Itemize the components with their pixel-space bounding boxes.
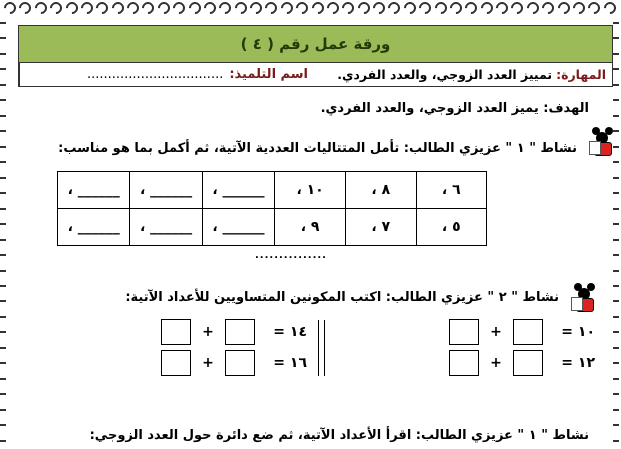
- worksheet-header: [18, 25, 613, 87]
- answer-box[interactable]: [449, 350, 479, 376]
- student-name-label: اسم التلميذ:: [229, 67, 308, 82]
- answer-box[interactable]: [161, 319, 191, 345]
- sequence-cell: ٥ ،: [416, 209, 486, 246]
- activity1-instruction: نشاط " ١ " عزيزي الطالب: تأمل المتتاليات العددية الآتية، ثم أكمل بما هو مناسب:: [58, 141, 577, 156]
- activity2-instruction: نشاط " ٢ " عزيزي الطالب: اكتب المكونين المتساويين للأعداد الآتية:: [125, 290, 559, 305]
- worksheet-title: ورقة عمل رقم ( ٤ ): [19, 26, 612, 62]
- sequence-cell: ١٠ ،: [275, 172, 346, 209]
- sequence-blank-cell[interactable]: ______ ،: [58, 209, 130, 246]
- answer-box[interactable]: [225, 350, 255, 376]
- skill-label: المهارة:: [556, 67, 606, 82]
- skill-field: [314, 63, 612, 86]
- student-name-field[interactable]: [19, 63, 314, 86]
- spiral-binding-right: [613, 22, 621, 442]
- plus-sign: +: [490, 324, 502, 340]
- answer-box[interactable]: [513, 319, 543, 345]
- plus-sign: +: [202, 355, 214, 371]
- equation-row: [449, 350, 595, 376]
- sequence-cell: ٧ ،: [346, 209, 416, 246]
- sequence-blank-cell[interactable]: ______ ،: [130, 172, 202, 209]
- sequence-cell: ٩ ،: [275, 209, 346, 246]
- plus-sign: +: [202, 324, 214, 340]
- sequence-cell: ٦ ،: [416, 172, 486, 209]
- lesson-goal: الهدف: يميز العدد الزوجي، والعدد الفردي.: [320, 101, 589, 116]
- column-divider: [318, 320, 325, 376]
- spiral-binding-left: [0, 22, 8, 442]
- equation-row: [161, 350, 307, 376]
- equation-number: ١٤ =: [273, 324, 307, 340]
- plus-sign: +: [490, 355, 502, 371]
- equation-number: ١٢ =: [561, 355, 595, 371]
- mickey-reading-icon: [589, 126, 615, 156]
- table-row: [58, 172, 487, 209]
- sequence-blank-cell[interactable]: ______ ،: [202, 172, 274, 209]
- equation-number: ١٠ =: [561, 324, 595, 340]
- student-name-blank[interactable]: .................................: [86, 67, 224, 82]
- equation-row: [449, 319, 595, 345]
- sequence-table: [57, 171, 487, 246]
- equation-row: [161, 319, 307, 345]
- sequence-cell: ٨ ،: [346, 172, 416, 209]
- answer-box[interactable]: [225, 319, 255, 345]
- activity3-instruction: نشاط " ١ " عزيزي الطالب: اقرأ الأعداد الآتية، ثم ضع دائرة حول العدد الزوجي:: [89, 428, 589, 443]
- answer-box[interactable]: [161, 350, 191, 376]
- sequence-blank-cell[interactable]: ______ ،: [58, 172, 130, 209]
- skill-value: تمييز العدد الزوجي، والعدد الفردي.: [337, 67, 553, 82]
- answer-box[interactable]: [513, 350, 543, 376]
- equation-number: ١٦ =: [273, 355, 307, 371]
- mickey-writing-icon: [571, 282, 597, 312]
- sequence-blank-cell[interactable]: ______ ،: [130, 209, 202, 246]
- table-row: [58, 209, 487, 246]
- section-separator: ...............: [255, 250, 327, 261]
- answer-box[interactable]: [449, 319, 479, 345]
- spiral-binding-top: [4, 2, 616, 16]
- sequence-blank-cell[interactable]: ______ ،: [202, 209, 274, 246]
